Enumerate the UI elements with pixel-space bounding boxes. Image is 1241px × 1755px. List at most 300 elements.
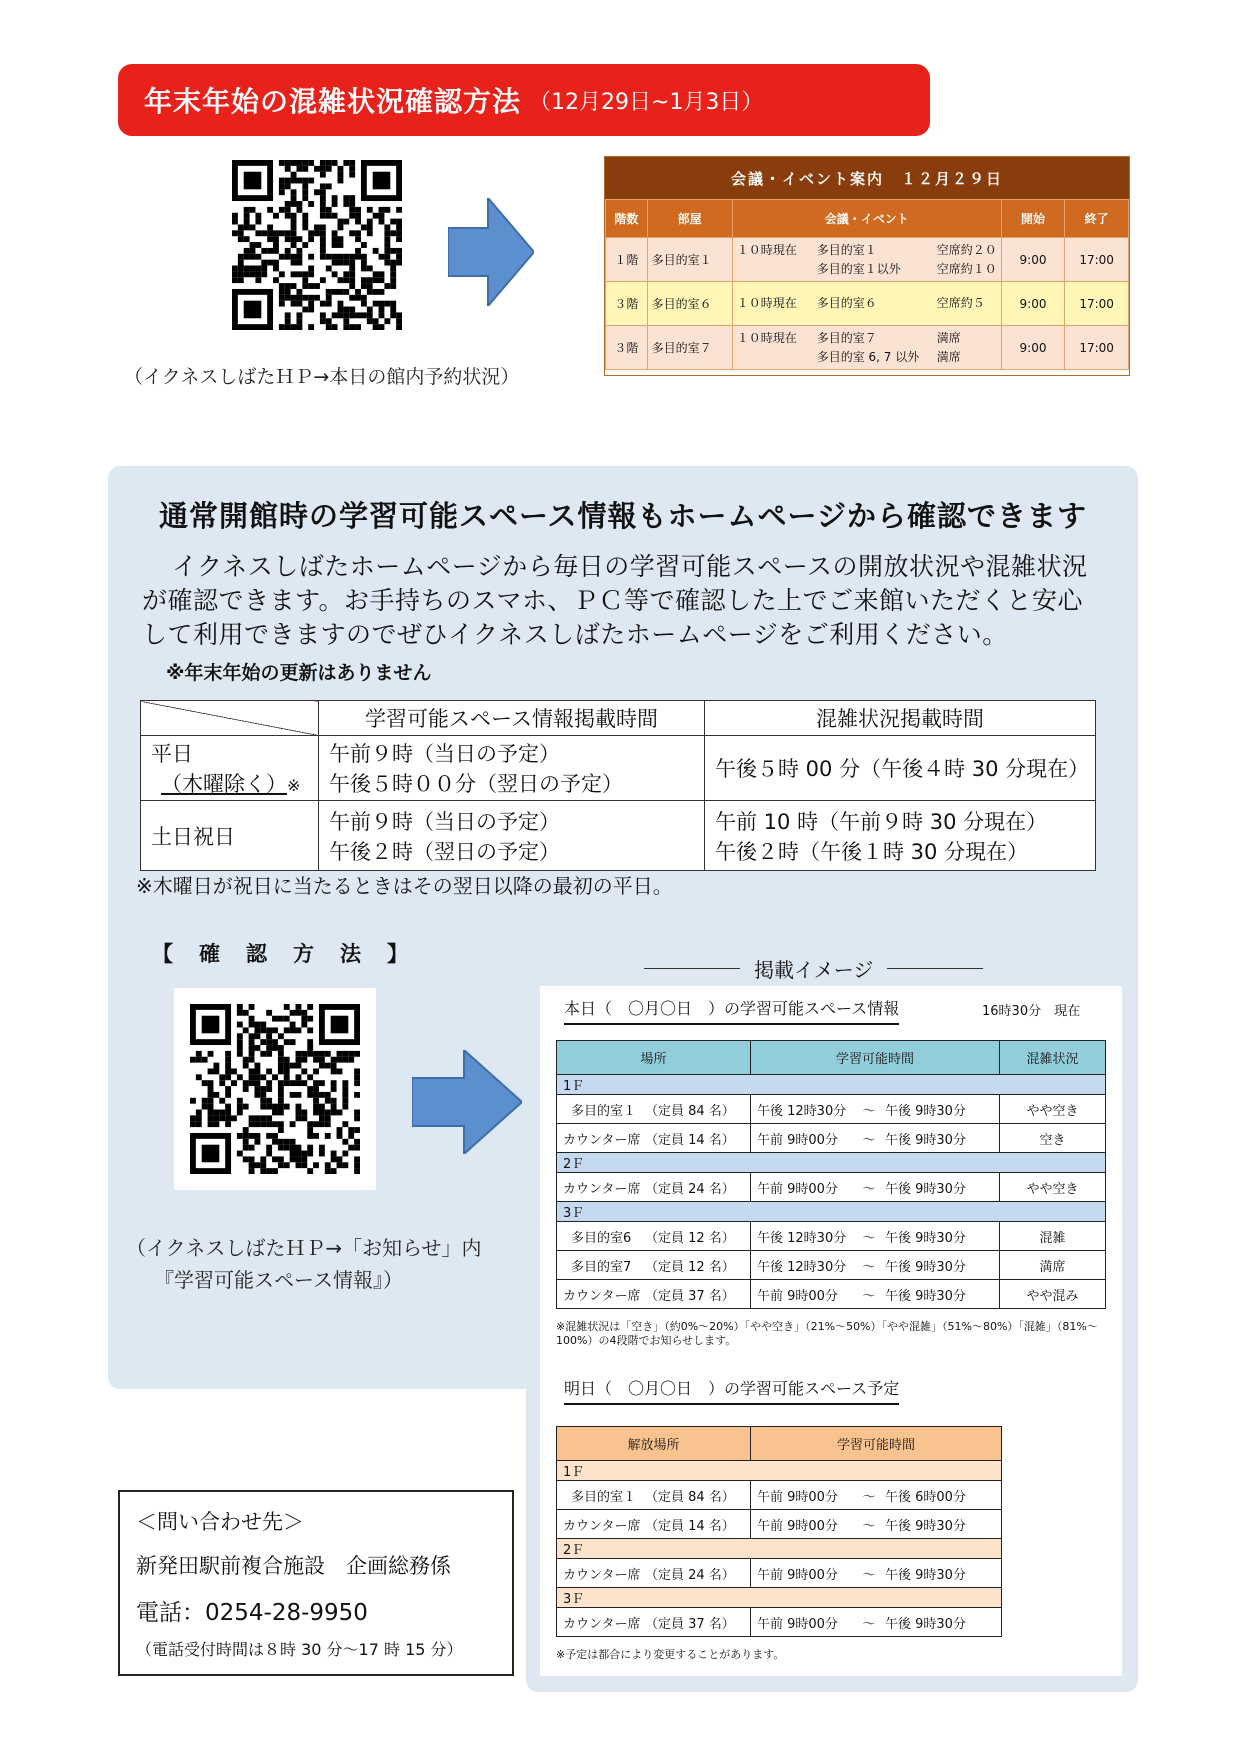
qr-module <box>320 248 326 254</box>
qr-module <box>314 224 320 230</box>
qr-module <box>291 178 297 184</box>
qr-module <box>279 254 285 260</box>
right-arrow-icon <box>412 1050 522 1154</box>
qr-module <box>379 301 385 307</box>
qr-module <box>338 166 344 172</box>
schedule-info-cell <box>319 736 705 801</box>
qr-module <box>308 160 314 166</box>
weekday-label: 平日 <box>151 742 193 766</box>
schedule-congestion-line: 午後２時（午後１時 30 分現在） <box>715 839 1029 864</box>
qr-module <box>291 189 297 195</box>
qr-module <box>232 271 238 277</box>
qr-module <box>319 1110 325 1116</box>
qr-module <box>284 1080 290 1086</box>
qr-module <box>238 230 244 236</box>
qr-module <box>290 1010 296 1016</box>
pv-to: 午後 9時30分 <box>885 1616 966 1632</box>
qr-module <box>307 1016 313 1022</box>
qr-module <box>325 1092 331 1098</box>
qr-module <box>279 271 285 277</box>
qr-module <box>331 1104 337 1110</box>
qr-module <box>307 1004 313 1010</box>
qr-module <box>325 1063 331 1069</box>
qr-module <box>225 1121 231 1127</box>
pv-to: 午後 9時30分 <box>885 1288 966 1304</box>
qr-module <box>244 172 262 190</box>
qr-module <box>320 213 326 219</box>
qr-module <box>279 160 285 166</box>
qr-module <box>337 1162 343 1168</box>
eb-header-event: 会議・イベント <box>732 200 1001 238</box>
qr-module <box>284 1063 290 1069</box>
qr-module <box>244 236 250 242</box>
qr-module <box>296 248 302 254</box>
qr-module <box>291 219 297 225</box>
qr-module <box>260 1104 266 1110</box>
qr-module <box>278 1063 284 1069</box>
qr-module <box>326 166 332 172</box>
qr-module <box>361 283 367 289</box>
pv-from: 午後 12時30分 <box>757 1230 847 1246</box>
qr-module <box>313 1162 319 1168</box>
pv-status: 混雑 <box>1000 1222 1106 1251</box>
qr-module <box>225 1115 231 1121</box>
qr-module <box>285 236 291 242</box>
qr-module <box>243 1080 249 1086</box>
pv-place-cell <box>557 1510 751 1539</box>
qr-module <box>272 1139 278 1145</box>
qr-module <box>255 242 261 248</box>
qr-module <box>355 248 361 254</box>
qr-module <box>219 1110 225 1116</box>
qr-module <box>296 1057 302 1063</box>
schedule-info-line: 午後５時００分（翌日の予定） <box>329 772 623 796</box>
qr-module <box>266 1104 272 1110</box>
pv-from: 午後 12時30分 <box>757 1103 847 1119</box>
pv-from: 午前 9時00分 <box>757 1616 838 1632</box>
eb-header-room: 部屋 <box>647 200 732 238</box>
qr-module <box>261 266 267 272</box>
qr-module <box>249 1068 255 1074</box>
qr-module <box>342 1086 348 1092</box>
qr-module <box>267 224 273 230</box>
qr-module <box>273 248 279 254</box>
qr-module <box>250 266 256 272</box>
preview-tomorrow-note: ※予定は都合により変更することがあります。 <box>556 1648 785 1661</box>
qr-module <box>213 1068 219 1074</box>
floor-row <box>557 1202 1106 1222</box>
qr-module <box>208 1051 214 1057</box>
qr-module <box>284 1145 290 1151</box>
qr-module <box>308 178 314 184</box>
qr-module <box>355 312 361 318</box>
qr-module <box>342 1162 348 1168</box>
qr-module <box>307 1086 313 1092</box>
qr-module <box>278 1016 284 1022</box>
qr-module <box>320 224 326 230</box>
qr-module <box>349 324 355 330</box>
qr-module <box>331 1110 337 1116</box>
qr-module <box>278 1057 284 1063</box>
pv-place: 多目的室6 <box>571 1230 632 1246</box>
table-row <box>557 1173 1106 1202</box>
qr-module <box>249 1045 255 1051</box>
pv-capacity: （定員 14 名） <box>645 1518 735 1534</box>
pv-place: カウンター席 <box>563 1181 641 1197</box>
qr-module <box>196 1121 202 1127</box>
eb-floor: ３階 <box>606 326 648 370</box>
qr-module <box>338 172 344 178</box>
qr-module <box>354 1110 360 1116</box>
contact-phone[interactable]: 電話：0254-28-9950 <box>136 1600 368 1626</box>
qr-module <box>285 289 291 295</box>
qr-module <box>237 1045 243 1051</box>
qr-module <box>384 248 390 254</box>
qr-module <box>302 224 308 230</box>
banner-title: 年末年始の混雑状況確認方法 <box>144 85 522 118</box>
qr-module <box>238 260 244 266</box>
qr-module <box>284 1027 290 1033</box>
qr-module <box>390 266 396 272</box>
qr-module <box>284 1039 290 1045</box>
qr-module <box>237 1033 243 1039</box>
qr-module <box>379 254 385 260</box>
qr-module <box>302 283 308 289</box>
qr-module <box>266 1051 272 1057</box>
qr-module <box>354 1156 360 1162</box>
floor-row <box>557 1539 1002 1559</box>
qr-module <box>367 307 373 313</box>
qr-module <box>338 260 344 266</box>
qr-module <box>390 312 396 318</box>
qr-module <box>272 1110 278 1116</box>
qr-module <box>237 1110 243 1116</box>
qr-module <box>301 1022 307 1028</box>
qr-module <box>284 1004 290 1010</box>
pv-status: やや空き <box>1000 1095 1106 1124</box>
qr-module <box>331 1063 337 1069</box>
qr-module <box>279 301 285 307</box>
qr-module <box>314 295 320 301</box>
qr-module <box>244 219 250 225</box>
preview-today-heading: 本日（ 〇月〇日 ）の学習可能スペース情報 <box>564 996 899 1025</box>
pv-to: 午後 9時30分 <box>885 1103 966 1119</box>
qr-module <box>361 242 367 248</box>
qr-module <box>307 1051 313 1057</box>
pv-header-time: 学習可能時間 <box>751 1041 1000 1075</box>
qr-module <box>355 219 361 225</box>
qr-module <box>290 1145 296 1151</box>
qr-module <box>320 195 326 201</box>
eb-floor: １階 <box>606 238 648 282</box>
pv-place: カウンター席 <box>563 1288 641 1304</box>
qr-module <box>307 1121 313 1127</box>
qr-module <box>332 242 338 248</box>
qr-module <box>337 1110 343 1116</box>
qr-module <box>237 1104 243 1110</box>
eb-floor: ３階 <box>606 282 648 326</box>
qr-module <box>254 1027 260 1033</box>
qr-code-icon[interactable] <box>174 988 376 1190</box>
qr-module <box>273 266 279 272</box>
divider <box>644 968 740 969</box>
pv-place: カウンター席 <box>563 1616 641 1632</box>
panel-body <box>142 550 1102 652</box>
table-row <box>557 1124 1106 1153</box>
qr-module <box>319 1063 325 1069</box>
eb-event-place: 多目的室１ <box>816 242 877 257</box>
qr-module <box>319 1092 325 1098</box>
pv-status: 空き <box>1000 1124 1106 1153</box>
eb-event-status: 満席 <box>936 330 961 345</box>
eb-event-status: 空席約５ <box>936 296 985 310</box>
qr-module <box>313 1057 319 1063</box>
pv-tilde: ～ <box>862 1181 876 1197</box>
table-row <box>557 1280 1106 1309</box>
qr-module <box>302 166 308 172</box>
qr-module <box>302 183 308 189</box>
qr-module <box>325 1098 331 1104</box>
qr-module <box>349 195 355 201</box>
qr-module <box>278 1092 284 1098</box>
pv-tilde: ～ <box>862 1259 876 1275</box>
qr-module <box>296 1156 302 1162</box>
qr-module <box>326 266 332 272</box>
panel-title: 通常開館時の学習可能スペース情報もホームページから確認できます <box>159 499 1087 533</box>
qr-module <box>361 277 367 283</box>
qr-module <box>342 1080 348 1086</box>
qr-module <box>307 1045 313 1051</box>
qr-module <box>384 224 390 230</box>
qr-module <box>308 295 314 301</box>
qr-module <box>396 248 402 254</box>
qr-module <box>354 1162 360 1168</box>
qr-module <box>290 1080 296 1086</box>
eb-start: 9:00 <box>1001 282 1065 326</box>
qr-module <box>343 271 349 277</box>
schedule-info-line: 午前９時（当日の予定） <box>329 809 560 834</box>
qr-module <box>348 1133 354 1139</box>
qr-module <box>296 1092 302 1098</box>
qr-module <box>296 312 302 318</box>
qr-module <box>250 242 256 248</box>
schedule-info-line: 午前９時（当日の予定） <box>329 742 560 766</box>
qr-module <box>313 1110 319 1116</box>
qr-module <box>213 1063 219 1069</box>
qr-module <box>396 254 402 260</box>
eb-end: 17:00 <box>1065 326 1129 370</box>
qr-module <box>290 1156 296 1162</box>
qr-module <box>249 1162 255 1168</box>
qr-module <box>396 318 402 324</box>
qr-module <box>254 1162 260 1168</box>
qr-module <box>249 1004 255 1010</box>
schedule-footnote: ※木曜日が祝日に当たるときはその翌日以降の最初の平日。 <box>136 874 673 898</box>
qr-module <box>308 236 314 242</box>
eb-header-floor: 階数 <box>606 200 648 238</box>
qr-module <box>307 1151 313 1157</box>
qr-module <box>320 172 326 178</box>
qr-module <box>213 1121 219 1127</box>
qr-module <box>284 1139 290 1145</box>
qr-module <box>349 271 355 277</box>
qr-module <box>379 271 385 277</box>
qr-module <box>290 1139 296 1145</box>
pv-capacity: （定員 84 名） <box>645 1103 735 1119</box>
qr-module <box>237 1151 243 1157</box>
qr-module <box>390 219 396 225</box>
qr-module <box>320 207 326 213</box>
qr-module <box>332 254 338 260</box>
eb-event <box>732 326 1001 370</box>
qr-module <box>301 1010 307 1016</box>
top-caption: （イクネスしばたＨＰ→本日の館内予約状況） <box>124 366 520 388</box>
qr-module <box>296 160 302 166</box>
qr-code-icon[interactable] <box>232 160 402 330</box>
qr-module <box>190 1115 196 1121</box>
qr-module <box>361 312 367 318</box>
qr-module <box>266 1039 272 1045</box>
preview-today-time: 16時30分 現在 <box>982 1004 1081 1019</box>
qr-module <box>355 254 361 260</box>
qr-module <box>249 1080 255 1086</box>
qr-module <box>243 1127 249 1133</box>
qr-module <box>254 1063 260 1069</box>
qr-module <box>237 1074 243 1080</box>
qr-module <box>326 295 332 301</box>
qr-module <box>320 160 326 166</box>
qr-module <box>291 324 297 330</box>
qr-module <box>260 1074 266 1080</box>
qr-module <box>213 1115 219 1121</box>
eb-event-time: １０時現在 <box>736 296 797 310</box>
qr-module <box>225 1074 231 1080</box>
eb-event-status: 空席約２０ <box>936 242 997 257</box>
qr-module <box>291 201 297 207</box>
qr-module <box>338 301 344 307</box>
qr-module <box>313 1080 319 1086</box>
pv-place-cell <box>557 1124 751 1153</box>
qr-module <box>296 1074 302 1080</box>
qr-module <box>379 307 385 313</box>
qr-module <box>302 178 308 184</box>
qr-module <box>396 230 402 236</box>
qr-module <box>296 260 302 266</box>
qr-module <box>272 1104 278 1110</box>
qr-module <box>343 160 349 166</box>
qr-module <box>332 271 338 277</box>
qr-module <box>272 1133 278 1139</box>
qr-module <box>314 230 320 236</box>
qr-module <box>266 1068 272 1074</box>
qr-module <box>272 1039 278 1045</box>
qr-module <box>296 166 302 172</box>
qr-module <box>332 201 338 207</box>
pv-tilde: ～ <box>862 1288 876 1304</box>
table-row <box>557 1481 1002 1510</box>
qr-module <box>296 1027 302 1033</box>
qr-module <box>314 283 320 289</box>
qr-module <box>373 277 379 283</box>
qr-module <box>308 283 314 289</box>
qr-module <box>342 1104 348 1110</box>
pv-to: 午後 9時30分 <box>885 1518 966 1534</box>
qr-module <box>285 207 291 213</box>
pv-place-cell <box>557 1251 751 1280</box>
table-row <box>606 282 1129 326</box>
qr-module <box>302 277 308 283</box>
qr-module <box>249 1033 255 1039</box>
qr-module <box>244 271 250 277</box>
qr-module <box>260 1086 266 1092</box>
qr-module <box>325 1121 331 1127</box>
eb-event-place: 多目的室 6, 7 以外 <box>816 349 920 364</box>
qr-module <box>354 1092 360 1098</box>
pv-status: 満席 <box>1000 1251 1106 1280</box>
pv-time-cell <box>751 1222 1000 1251</box>
qr-module <box>396 219 402 225</box>
pv-to: 午後 9時30分 <box>885 1132 966 1148</box>
table-row <box>141 736 1096 801</box>
qr-module <box>231 1068 237 1074</box>
qr-module <box>290 1063 296 1069</box>
qr-module <box>254 1121 260 1127</box>
qr-module <box>337 1127 343 1133</box>
qr-module <box>255 230 261 236</box>
qr-module <box>291 283 297 289</box>
qr-module <box>279 178 285 184</box>
eb-event-status: 満席 <box>936 349 961 364</box>
qr-module <box>337 1057 343 1063</box>
qr-module <box>320 236 326 242</box>
qr-module <box>349 312 355 318</box>
eb-room: 多目的室１ <box>647 238 732 282</box>
qr-module <box>291 224 297 230</box>
qr-module <box>225 1086 231 1092</box>
qr-module <box>219 1074 225 1080</box>
qr-module <box>354 1139 360 1145</box>
qr-module <box>272 1045 278 1051</box>
qr-module <box>254 1074 260 1080</box>
qr-module <box>307 1074 313 1080</box>
qr-module <box>260 1027 266 1033</box>
qr-module <box>202 1057 208 1063</box>
qr-module <box>278 1098 284 1104</box>
qr-module <box>313 1133 319 1139</box>
qr-module <box>190 1057 196 1063</box>
qr-module <box>325 1051 331 1057</box>
qr-module <box>244 213 250 219</box>
qr-module <box>326 318 332 324</box>
pv-from: 午前 9時00分 <box>757 1132 838 1148</box>
floor-label: 1Ｆ <box>557 1461 1002 1481</box>
table-row <box>557 1510 1002 1539</box>
qr-module <box>313 1121 319 1127</box>
qr-module <box>302 189 308 195</box>
pv-place-cell <box>557 1280 751 1309</box>
qr-module <box>196 1074 202 1080</box>
qr-module <box>208 1115 214 1121</box>
qr-module <box>249 1016 255 1022</box>
qr-module <box>396 260 402 266</box>
qr-module <box>390 260 396 266</box>
qr-module <box>290 1027 296 1033</box>
qr-module <box>367 224 373 230</box>
qr-module <box>237 1051 243 1057</box>
qr-module <box>243 1010 249 1016</box>
qr-module <box>320 189 326 195</box>
right-arrow-icon <box>448 198 534 306</box>
